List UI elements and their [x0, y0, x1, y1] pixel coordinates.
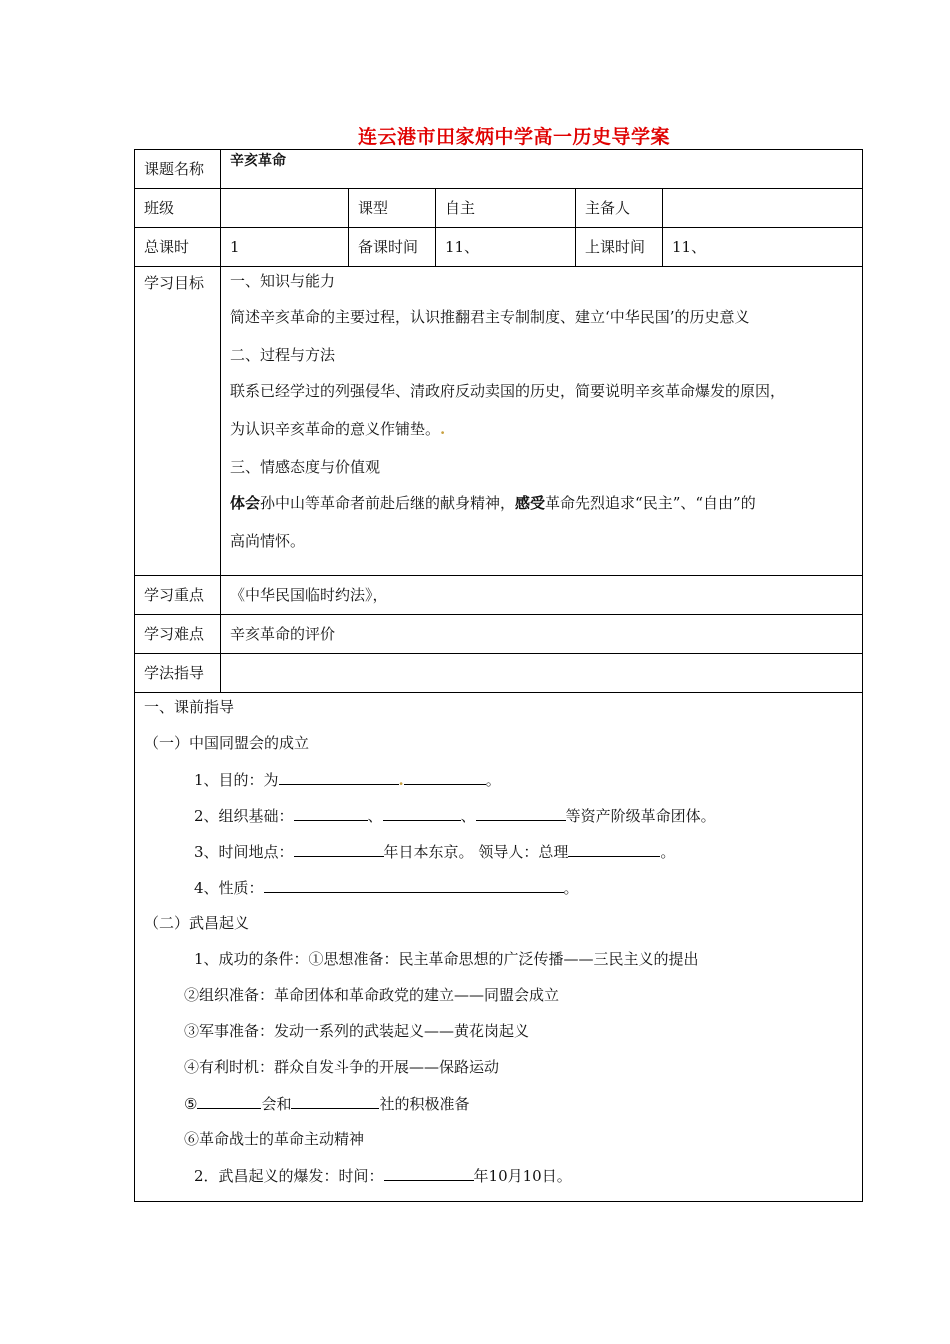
class-time-label-cell [576, 228, 663, 267]
subject-row [135, 150, 863, 189]
focus-label: 学习重点 [144, 586, 205, 604]
difficulty-row [135, 615, 863, 654]
goals-row [135, 267, 863, 576]
answer-blank-6[interactable] [384, 1165, 474, 1181]
document-title: 连云港市田家炳中学高一历史导学案 [358, 126, 671, 148]
question-1-prefix: 1、目的：为 [194, 771, 279, 789]
question-1 [144, 769, 862, 805]
preparer-label: 主备人 [585, 199, 631, 217]
method-value-cell [221, 654, 863, 693]
answer-blank-2a[interactable] [294, 805, 368, 821]
goal-text-3a-part1: 孙中山等革命者前赴后继的献身精神， [260, 494, 516, 512]
question-4-prefix: 4、性质： [194, 879, 264, 897]
type-value: 自主 [445, 199, 476, 217]
question-4-suffix: 。 [563, 879, 579, 897]
condition-5 [144, 1093, 862, 1129]
method-row [135, 654, 863, 693]
goal-text-3a-part2: 革命先烈追求“民主”、“自由”的 [545, 494, 756, 512]
focus-row [135, 576, 863, 615]
question-2-suffix: 等资产阶级革命团体。 [565, 807, 716, 825]
class-time-value-cell [663, 228, 863, 267]
goals-label-cell [135, 267, 221, 576]
prep-time-label: 备课时间 [358, 238, 419, 256]
focus-value: 《中华民国临时约法》， [230, 586, 388, 604]
answer-blank-5b[interactable] [291, 1093, 379, 1109]
guide-content [135, 693, 863, 1202]
condition-5-prefix: ⑤ [184, 1095, 198, 1113]
question-2-sep-2: 、 [460, 807, 476, 825]
class-time-label: 上课时间 [585, 238, 646, 256]
section-2-heading: （二）武昌起义 [144, 914, 250, 932]
answer-blank-1b[interactable] [404, 769, 486, 785]
answer-blank-2b[interactable] [383, 805, 461, 821]
goal-heading-3: 三、情感态度与价值观 [230, 458, 381, 476]
total-value: 1 [230, 238, 240, 256]
prep-time-value-cell [436, 228, 576, 267]
goal-text-2a: 联系已经学过的列强侵华、清政府反动卖国的历史，简要说明辛亥革命爆发的原因， [230, 382, 786, 400]
preparer-label-cell [576, 189, 663, 228]
emphasis-experience: 体会 [230, 494, 261, 512]
lesson-plan-table [134, 149, 863, 1202]
focus-value-cell [221, 576, 863, 615]
stray-dot-mark: . [440, 420, 446, 438]
class-value-cell [221, 189, 349, 228]
condition-2: ②组织准备：革命团体和革命政党的建立——同盟会成立 [184, 986, 560, 1004]
answer-blank-5a[interactable] [197, 1093, 261, 1109]
method-label: 学法指导 [144, 664, 205, 682]
time-row [135, 228, 863, 267]
subject-value: 辛亥革命 [230, 153, 286, 169]
class-time-value: 11、 [672, 238, 707, 256]
section-1-heading: （一）中国同盟会的成立 [144, 734, 310, 752]
goal-text-3a [230, 493, 862, 531]
type-value-cell [436, 189, 576, 228]
answer-blank-1[interactable] [279, 769, 399, 785]
difficulty-label-cell [135, 615, 221, 654]
uprising-date-prefix: 2．武昌起义的爆发：时间： [194, 1167, 384, 1185]
focus-label-cell [135, 576, 221, 615]
goal-heading-1: 一、知识与能力 [230, 272, 336, 290]
condition-1: 1、成功的条件：①思想准备：民主革命思想的广泛传播——三民主义的提出 [194, 950, 699, 968]
subject-label: 课题名称 [144, 160, 205, 178]
guide-row [135, 693, 863, 1202]
question-2-sep-1: 、 [367, 807, 383, 825]
question-3 [144, 841, 862, 877]
condition-3: ③军事准备：发动一系列的武装起义——黄花岗起义 [184, 1022, 530, 1040]
class-row [135, 189, 863, 228]
subject-label-cell [135, 150, 221, 189]
uprising-date [144, 1165, 862, 1201]
prep-time-value: 11、 [445, 238, 480, 256]
goal-text-1: 简述辛亥革命的主要过程，认识推翻君主专制制度、建立‘中华民国’的历史意义 [230, 308, 750, 326]
prep-time-label-cell [349, 228, 436, 267]
condition-4: ④有利时机：群众自发斗争的开展——保路运动 [184, 1058, 500, 1076]
difficulty-value-cell [221, 615, 863, 654]
total-value-cell [221, 228, 349, 267]
question-3-middle: 年日本东京。 领导人：总理 [383, 843, 569, 861]
class-label-cell [135, 189, 221, 228]
uprising-date-suffix: 年10月10日。 [473, 1167, 572, 1185]
goals-content [221, 267, 863, 576]
stray-dot-mark-2: . [398, 771, 404, 789]
type-label-cell [349, 189, 436, 228]
answer-blank-3b[interactable] [568, 841, 660, 857]
goal-heading-2: 二、过程与方法 [230, 346, 336, 364]
condition-5-suffix: 社的积极准备 [379, 1095, 470, 1113]
method-label-cell [135, 654, 221, 693]
subject-value-cell [221, 150, 863, 189]
preparer-value-cell [663, 189, 863, 228]
goal-text-2b-line [230, 419, 862, 457]
emphasis-feel: 感受 [515, 494, 546, 512]
question-2-prefix: 2、组织基础： [194, 807, 294, 825]
answer-blank-2c[interactable] [476, 805, 566, 821]
condition-6: ⑥革命战士的革命主动精神 [184, 1130, 365, 1148]
question-2 [144, 805, 862, 841]
answer-blank-4[interactable] [264, 877, 564, 893]
condition-5-middle: 会和 [261, 1095, 292, 1113]
total-label-cell [135, 228, 221, 267]
total-label: 总课时 [144, 238, 190, 256]
answer-blank-3a[interactable] [294, 841, 384, 857]
question-4 [144, 877, 862, 913]
difficulty-label: 学习难点 [144, 625, 205, 643]
question-1-suffix: 。 [485, 771, 501, 789]
question-3-prefix: 3、时间地点： [194, 843, 294, 861]
question-3-suffix: 。 [660, 843, 676, 861]
type-label: 课型 [358, 199, 389, 217]
goal-text-3b: 高尚情怀。 [230, 532, 306, 550]
guide-heading: 一、课前指导 [144, 698, 235, 716]
class-label: 班级 [144, 199, 175, 217]
goal-text-2b: 为认识辛亥革命的意义作铺垫。 [230, 420, 441, 438]
goals-label: 学习目标 [144, 274, 205, 292]
difficulty-value: 辛亥革命的评价 [230, 625, 336, 643]
